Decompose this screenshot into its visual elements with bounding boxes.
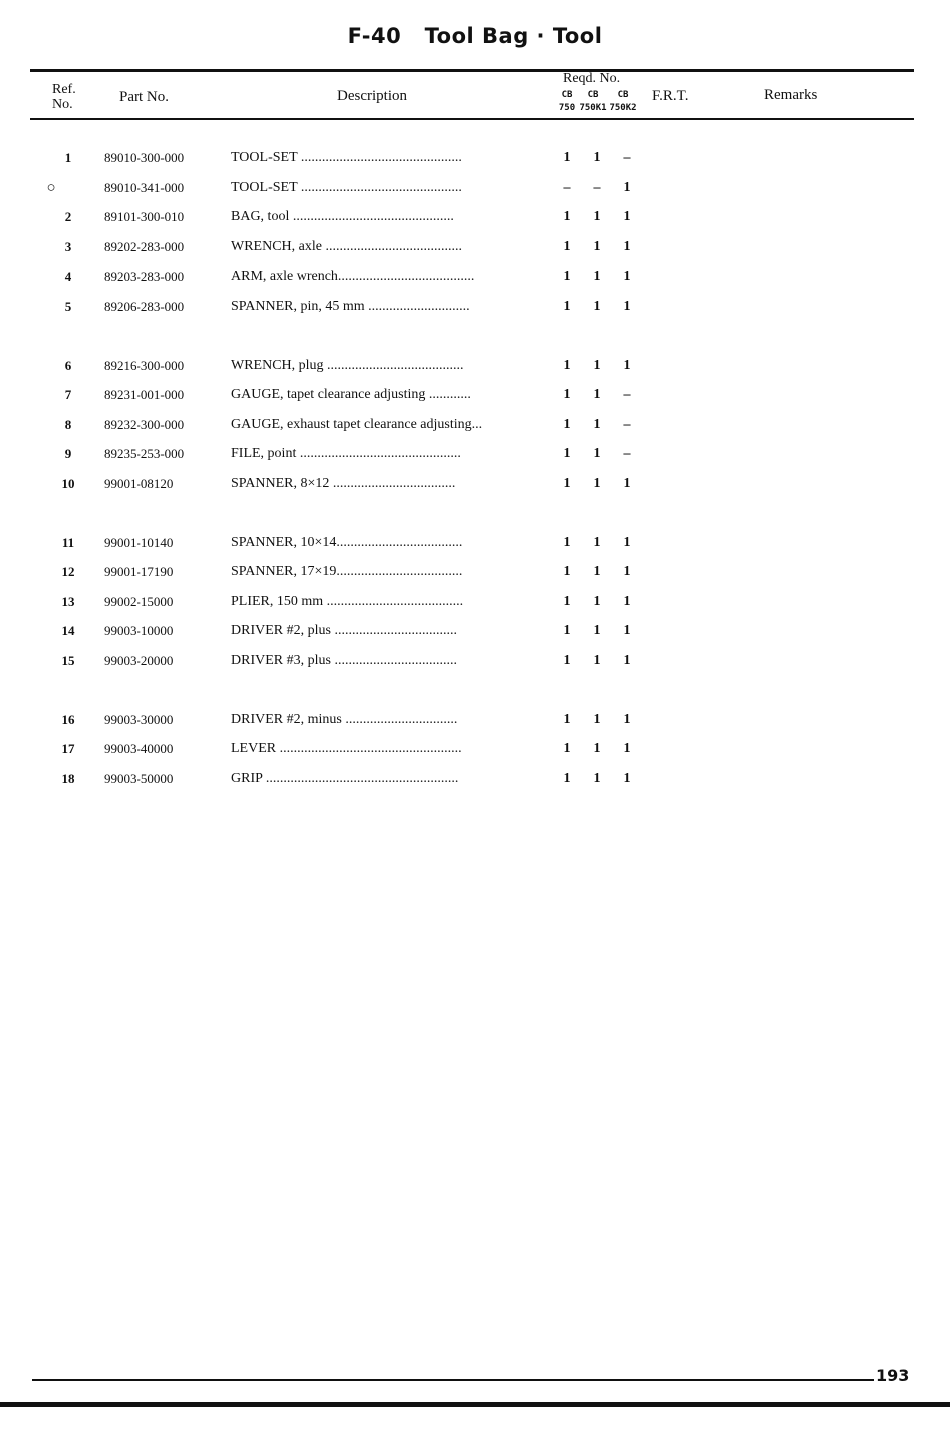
description: GAUGE, tapet clearance adjusting ............ — [231, 387, 471, 402]
description: TOOL-SET .............................................. — [231, 180, 462, 195]
table-row — [0, 355, 950, 377]
page-number: 193 — [876, 1366, 910, 1385]
table-row — [0, 561, 950, 583]
qty-cb750k1: 1 — [593, 209, 601, 224]
qty-cb750: 1 — [563, 476, 571, 491]
part-no: 99003-40000 — [104, 741, 174, 756]
qty-cb750: 1 — [563, 564, 571, 579]
qty-cb750k1: 1 — [593, 623, 601, 638]
ref-no: 3 — [64, 239, 72, 254]
description: SPANNER, 17×19.................................... — [231, 564, 463, 579]
ref-no: 14 — [61, 623, 75, 638]
qty-cb750: 1 — [563, 239, 571, 254]
qty-cb750k1: 1 — [593, 387, 601, 402]
qty-cb750k2: 1 — [623, 564, 631, 579]
description: LEVER .................................................... — [231, 741, 462, 756]
description: SPANNER, 8×12 ................................... — [231, 476, 456, 491]
table-row — [0, 236, 950, 258]
description: WRENCH, plug ....................................... — [231, 358, 464, 373]
qty-cb750k2: – — [623, 150, 631, 165]
col-header-description: Description — [337, 88, 407, 104]
part-no: 89010-300-000 — [104, 150, 185, 165]
qty-cb750: 1 — [563, 209, 571, 224]
ref-no: 7 — [64, 387, 72, 402]
qty-cb750k1: 1 — [593, 741, 601, 756]
ref-no: 11 — [61, 535, 75, 550]
qty-cb750k1: 1 — [593, 358, 601, 373]
ref-no: 4 — [64, 269, 72, 284]
table-row — [0, 768, 950, 790]
qty-cb750: 1 — [563, 150, 571, 165]
qty-cb750k2: 1 — [623, 476, 631, 491]
qty-cb750k2: 1 — [623, 741, 631, 756]
description: DRIVER #2, minus ................................ — [231, 712, 458, 727]
qty-cb750: 1 — [563, 741, 571, 756]
part-no: 89206-283-000 — [104, 299, 185, 314]
part-no: 99003-10000 — [104, 623, 174, 638]
part-no: 99001-17190 — [104, 564, 174, 579]
table-row — [0, 414, 950, 436]
qty-cb750: 1 — [563, 771, 571, 786]
description: DRIVER #2, plus ................................... — [231, 623, 457, 638]
table-row — [0, 177, 950, 199]
page-title: F-40 Tool Bag · Tool — [347, 24, 603, 48]
table-row — [0, 709, 950, 731]
qty-cb750k2: – — [623, 387, 631, 402]
qty-cb750k2: 1 — [623, 180, 631, 195]
description: BAG, tool .............................................. — [231, 209, 454, 224]
table-row — [0, 738, 950, 760]
qty-cb750k1: 1 — [593, 150, 601, 165]
ref-no: 1 — [64, 150, 72, 165]
part-no: 89231-001-000 — [104, 387, 185, 402]
qty-cb750k1: 1 — [593, 771, 601, 786]
description: SPANNER, 10×14.................................... — [231, 535, 463, 550]
description: GAUGE, exhaust tapet clearance adjusting... — [231, 417, 483, 432]
description: GRIP ....................................................... — [231, 771, 459, 786]
page-edge-rule — [0, 1402, 950, 1407]
model-header-2-line2: 750K1 — [579, 103, 607, 113]
table-row — [0, 650, 950, 672]
description: SPANNER, pin, 45 mm ............................. — [231, 299, 470, 314]
bottom-rule — [32, 1379, 874, 1381]
qty-cb750k2: 1 — [623, 771, 631, 786]
qty-cb750k1: 1 — [593, 712, 601, 727]
table-row — [0, 591, 950, 613]
qty-cb750k2: 1 — [623, 358, 631, 373]
model-header-2-line1: CB — [587, 90, 599, 100]
qty-cb750: 1 — [563, 594, 571, 609]
description: ARM, axle wrench....................................... — [231, 269, 475, 284]
top-rule — [30, 69, 914, 72]
description: WRENCH, axle ....................................... — [231, 239, 462, 254]
part-no: 99003-30000 — [104, 712, 174, 727]
qty-cb750: 1 — [563, 387, 571, 402]
part-no: 89232-300-000 — [104, 417, 185, 432]
qty-cb750k1: 1 — [593, 535, 601, 550]
qty-cb750k2: 1 — [623, 299, 631, 314]
qty-cb750: 1 — [563, 417, 571, 432]
ref-no: 8 — [64, 417, 72, 432]
part-no: 89010-341-000 — [104, 180, 185, 195]
ref-no: 17 — [61, 741, 75, 756]
ref-no: 10 — [61, 476, 75, 491]
qty-cb750: 1 — [563, 623, 571, 638]
qty-cb750: – — [563, 180, 571, 195]
ref-no: 16 — [61, 712, 75, 727]
table-row — [0, 384, 950, 406]
part-no: 89203-283-000 — [104, 269, 185, 284]
qty-cb750: 1 — [563, 653, 571, 668]
table-row — [0, 266, 950, 288]
qty-cb750k1: – — [593, 180, 601, 195]
ref-no: 5 — [64, 299, 72, 314]
col-header-ref-no: No. — [52, 97, 73, 112]
table-row — [0, 620, 950, 642]
ref-no: ○ — [46, 180, 56, 196]
table-row — [0, 532, 950, 554]
description: DRIVER #3, plus ................................... — [231, 653, 457, 668]
qty-cb750k2: 1 — [623, 269, 631, 284]
col-header-reqd-no: Reqd. No. — [563, 71, 621, 86]
qty-cb750k2: 1 — [623, 653, 631, 668]
qty-cb750k2: 1 — [623, 594, 631, 609]
qty-cb750k1: 1 — [593, 594, 601, 609]
part-no: 89216-300-000 — [104, 358, 185, 373]
qty-cb750: 1 — [563, 269, 571, 284]
qty-cb750k1: 1 — [593, 446, 601, 461]
table-row — [0, 147, 950, 169]
ref-no: 2 — [64, 209, 72, 224]
part-no: 99001-10140 — [104, 535, 174, 550]
table-row — [0, 296, 950, 318]
qty-cb750k1: 1 — [593, 653, 601, 668]
part-no: 99003-50000 — [104, 771, 174, 786]
col-header-frt: F.R.T. — [652, 88, 689, 104]
model-header-1-line2: 750 — [558, 103, 576, 113]
part-no: 99002-15000 — [104, 594, 174, 609]
table-row — [0, 443, 950, 465]
ref-no: 6 — [64, 358, 72, 373]
qty-cb750: 1 — [563, 358, 571, 373]
ref-no: 18 — [61, 771, 75, 786]
qty-cb750k1: 1 — [593, 417, 601, 432]
description: FILE, point .............................................. — [231, 446, 461, 461]
qty-cb750k2: 1 — [623, 239, 631, 254]
qty-cb750k2: 1 — [623, 623, 631, 638]
qty-cb750k1: 1 — [593, 299, 601, 314]
part-no: 89101-300-010 — [104, 209, 185, 224]
col-header-remarks: Remarks — [764, 87, 818, 103]
model-header-3-line2: 750K2 — [609, 103, 637, 113]
qty-cb750: 1 — [563, 446, 571, 461]
qty-cb750k1: 1 — [593, 564, 601, 579]
qty-cb750k1: 1 — [593, 239, 601, 254]
ref-no: 9 — [64, 446, 72, 461]
table-row — [0, 206, 950, 228]
qty-cb750k1: 1 — [593, 476, 601, 491]
part-no: 99003-20000 — [104, 653, 174, 668]
qty-cb750k2: – — [623, 446, 631, 461]
ref-no: 13 — [61, 594, 75, 609]
qty-cb750: 1 — [563, 712, 571, 727]
qty-cb750k1: 1 — [593, 269, 601, 284]
part-no: 89235-253-000 — [104, 446, 185, 461]
model-header-1-line1: CB — [561, 90, 573, 100]
qty-cb750k2: 1 — [623, 535, 631, 550]
table-row — [0, 473, 950, 495]
part-no: 99001-08120 — [104, 476, 174, 491]
qty-cb750: 1 — [563, 299, 571, 314]
qty-cb750k2: 1 — [623, 712, 631, 727]
description: PLIER, 150 mm ....................................... — [231, 594, 464, 609]
header-rule — [30, 118, 914, 120]
part-no: 89202-283-000 — [104, 239, 185, 254]
qty-cb750k2: – — [623, 417, 631, 432]
col-header-ref: Ref. — [52, 82, 76, 97]
description: TOOL-SET .............................................. — [231, 150, 462, 165]
model-header-3-line1: CB — [617, 90, 629, 100]
ref-no: 12 — [61, 564, 75, 579]
qty-cb750k2: 1 — [623, 209, 631, 224]
ref-no: 15 — [61, 653, 75, 668]
qty-cb750: 1 — [563, 535, 571, 550]
col-header-part-no: Part No. — [119, 89, 169, 105]
